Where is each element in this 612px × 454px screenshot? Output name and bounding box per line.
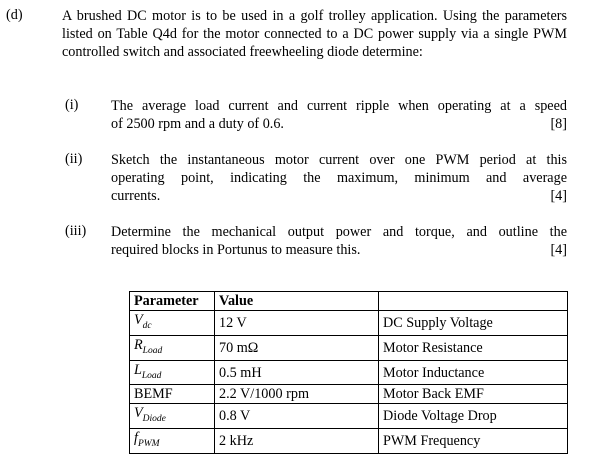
table-row [130,385,568,404]
part-i [111,97,567,133]
header-parameter: Parameter [130,292,215,311]
table-row [130,429,568,454]
param-symbol: BEMF [130,385,215,404]
table-row [130,360,568,385]
param-symbol: $V_{dc}$ [130,311,215,336]
param-symbol: $R_{Load}$ [130,335,215,360]
parameter-table [129,291,568,454]
part-i-line2 [111,115,567,133]
param-description: Motor Resistance [379,335,568,360]
param-description: Motor Inductance [379,360,568,385]
header-value: Value [215,292,379,311]
part-iii-line2 [111,241,567,259]
part-iii-number: (iii) [65,223,87,239]
param-description: Diode Voltage Drop [379,404,568,429]
part-ii-number: (ii) [65,151,83,167]
table-header-row [130,292,568,311]
part-iii-marks: [4] [550,242,567,258]
part-ii-marks: [4] [550,188,567,204]
param-description: PWM Frequency [379,429,568,454]
part-iii-text-line2: required blocks in Portunus to measure this. [111,242,361,258]
part-ii [111,151,567,205]
part-ii-text-line2: operating point, indicating the maximum, minimum and average [111,170,567,186]
part-i-text-line1: The average load current and current ripple when operating at a speed [111,98,567,114]
param-value: 0.5 mH [215,360,379,385]
param-symbol: $L_{Load}$ [130,360,215,385]
param-description: Motor Back EMF [379,385,568,404]
part-i-text-line2: of 2500 rpm and a duty of 0.6. [111,116,284,132]
part-ii-line3 [111,187,567,205]
table-row [130,404,568,429]
part-ii-text-line3: currents. [111,188,161,204]
header-description [379,292,568,311]
param-value: 0.8 V [215,404,379,429]
part-iii [111,223,567,259]
part-i-marks: [8] [550,116,567,132]
param-symbol: $V_{Diode}$ [130,404,215,429]
param-value: 70 mΩ [215,335,379,360]
param-value: 12 V [215,311,379,336]
param-symbol: $f_{PWM}$ [130,429,215,454]
question-label: (d) [6,7,23,23]
part-i-number: (i) [65,97,79,113]
param-value: 2.2 V/1000 rpm [215,385,379,404]
param-value: 2 kHz [215,429,379,454]
part-iii-text-line1: Determine the mechanical output power and torque, and outline the [111,224,567,240]
table-row [130,335,568,360]
table-row [130,311,568,336]
param-description: DC Supply Voltage [379,311,568,336]
part-ii-text-line1: Sketch the instantaneous motor current over one PWM period at this [111,152,567,168]
question-intro: A brushed DC motor is to be used in a golf trolley application. Using the parameters listed on Table Q4d for the motor connected to a DC power supply via a single PWM controlled switch and associated freewheeling diode determine: [62,8,567,60]
